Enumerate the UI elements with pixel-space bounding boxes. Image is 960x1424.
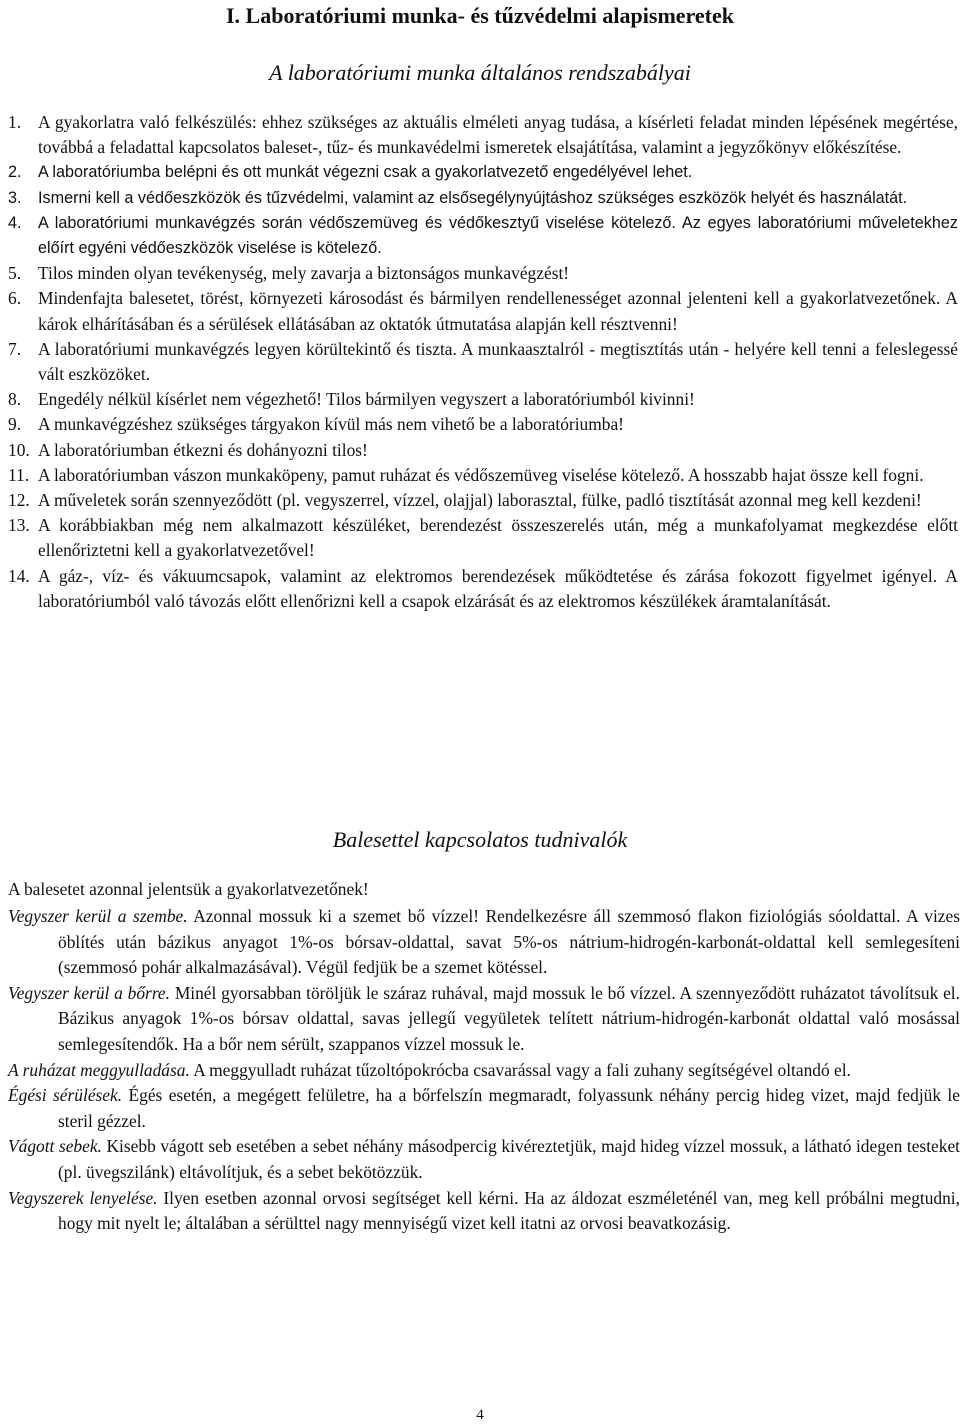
rule-item: [8, 286, 958, 336]
rule-item: [8, 160, 958, 185]
accident-section-title: Balesettel kapcsolatos tudnivalók: [332, 827, 628, 852]
rule-number: 13.: [8, 515, 30, 536]
rule-text: A laboratóriumban étkezni és dohányozni tilos!: [38, 439, 368, 460]
accident-item-lead: Vegyszer kerül a bőrre.: [8, 982, 171, 1003]
rule-item: [8, 488, 958, 513]
rules-list: [8, 110, 958, 614]
rule-text: Engedély nélkül kísérlet nem végezhető! Tilos bármilyen vegyszert a laboratóriumból kivinni!: [38, 389, 695, 410]
accident-item-text: Ilyen esetben azonnal orvosi segítséget kell kérni. Ha az áldozat eszméleténél van, meg kell próbálni megtudni, hogy mit nyelt le; általában a sérülttel nagy mennyiségű vizet kell itatni az orvosi beavatkozásig.: [58, 1187, 960, 1234]
accident-item: [8, 904, 960, 981]
rule-text: Mindenfajta balesetet, törést, környezeti károsodást és bármilyen rendellenességet azonnal jelenteni kell a gyakorlatvezetőnek. A károk elhárításában és a sérülések ellátásában az oktatók útmutatása alapján kell résztvenni!: [38, 288, 958, 334]
rule-text: Tilos minden olyan tevékenység, mely zavarja a biztonságos munkavégzést!: [38, 263, 570, 284]
accident-item-text: A meggyulladt ruházat tűzoltópokrócba csavarással vagy a fali zuhany segítségével oltandó el.: [193, 1059, 851, 1080]
rule-text: A műveletek során szennyeződött (pl. vegyszerrel, vízzel, olajjal) laborasztal, fülke, padló tisztítását azonnal meg kell kezdeni!: [38, 490, 922, 511]
accident-item-lead: A ruházat meggyulladása.: [8, 1059, 190, 1080]
rule-text: A gáz-, víz- és vákuumcsapok, valamint az elektromos berendezések működtetése és zárása fokozott figyelmet igényel. A laboratóriumból való távozás előtt ellenőrizni kell a csapok elzárását és az elektromos készülékek áramtalanítását.: [38, 565, 958, 611]
accident-item-text: Azonnal mossuk ki a szemet bő vízzel! Rendelkezésre áll szemmosó flakon fiziológiás sóoldattal. A vizes öblítés után bázikus anyagot 1%-os bórsav-oldattal, savat 5%-os nátrium-hidrogén-karbonát-oldattal kell semlegesíteni (szemmosó pohár alkalmazásával). Végül fedjük be a szemet kötéssel.: [58, 906, 960, 978]
rule-number: 11.: [8, 464, 30, 485]
rule-number: 8.: [8, 389, 22, 410]
rule-text: A laboratóriumi munkavégzés során védőszemüveg és védőkesztyű viselése kötelező. Az egyes laboratóriumi műveletekhez előírt egyéni védőeszközök viselése is kötelező.: [38, 213, 958, 258]
rule-number: 12.: [8, 490, 30, 511]
rule-text: A gyakorlatra való felkészülés: ehhez szükséges az aktuális elméleti anyag tudása, a kísérleti feladat minden lépésének megértése, továbbá a feladattal kapcsolatos baleset-, tűz- és munkavédelmi ismeretek elsajátítása, valamint a jegyzőkönyv előkészítése.: [38, 112, 958, 158]
rule-item: [8, 211, 958, 261]
rule-item: [8, 261, 958, 286]
rule-item: [8, 463, 958, 488]
accident-item-text: Minél gyorsabban töröljük le száraz ruhával, majd mossuk le bő vízzel. A szennyeződött ruházatot távolítsuk el. Bázikus anyagok 1%-os bórsav oldattal, savas jellegű vegyületek telített nátrium-hidrogén-karbonát oldattal való mosással semlegesítendők. Ha a bőr nem sérült, szappanos vízzel mossuk le.: [58, 982, 960, 1054]
rule-text: A laboratóriumban vászon munkaköpeny, pamut ruházat és védőszemüveg viselése kötelező. A hosszabb hajat össze kell fogni.: [38, 464, 924, 485]
accident-item: [8, 1134, 960, 1185]
accident-item-text: Égés esetén, a megégett felületre, ha a bőrfelszín megmaradt, folyassunk néhány percig hideg vizet, majd fedjük le steril gézzel.: [58, 1085, 960, 1131]
accident-item-text: Kisebb vágott seb esetében a sebet néhány másodpercig kivéreztetjük, majd hideg vízzel mossuk, a látható idegen testeket (pl. üvegszilánk) eltávolítjuk, és a sebet bekötözzük.: [58, 1136, 960, 1182]
rule-number: 6.: [8, 288, 22, 309]
rule-number: 5.: [8, 263, 22, 284]
rule-item: [8, 412, 958, 437]
rule-item: [8, 564, 958, 614]
accident-item: [8, 1083, 960, 1134]
accident-item-lead: Vegyszerek lenyelése.: [8, 1187, 158, 1208]
page-number: 4: [476, 1407, 484, 1423]
rule-number: 2.: [8, 163, 22, 182]
page-title: I. Laboratóriumi munka- és tűzvédelmi alapismeretek: [225, 3, 734, 28]
accident-item: [8, 1186, 960, 1237]
rule-number: 1.: [8, 112, 22, 132]
accident-item-lead: Vegyszer kerül a szembe.: [8, 906, 188, 926]
rule-item: [8, 110, 958, 160]
rule-item: [8, 186, 958, 211]
rule-number: 4.: [8, 213, 22, 232]
rule-number: 14.: [8, 565, 30, 586]
rule-text: Ismerni kell a védőeszközök és tűzvédelmi, valamint az elsősegélynyújtáshoz szükséges eszközök helyét és használatát.: [38, 188, 908, 207]
accident-item: [8, 981, 960, 1058]
rule-text: A laboratóriumba belépni és ott munkát végezni csak a gyakorlatvezető engedélyével lehet.: [38, 163, 693, 182]
accident-item-lead: Vágott sebek.: [8, 1136, 102, 1157]
accident-items: [8, 904, 960, 1237]
rule-item: [8, 387, 958, 412]
section-subtitle: A laboratóriumi munka általános rendszabályai: [269, 60, 691, 85]
accident-item-lead: Égési sérülések.: [8, 1085, 123, 1106]
rule-text: A korábbiakban még nem alkalmazott készüléket, berendezést összeszerelés után, még a munkafolyamat megkezdése előtt ellenőriztetni kell a gyakorlatvezetővel!: [38, 515, 958, 561]
rule-item: [8, 438, 958, 463]
rule-number: 7.: [8, 338, 22, 359]
rule-number: 10.: [8, 439, 30, 460]
rule-item: [8, 513, 958, 563]
rule-number: 3.: [8, 188, 22, 207]
accident-item: [8, 1058, 960, 1084]
rule-number: 9.: [8, 414, 22, 435]
rule-text: A laboratóriumi munkavégzés legyen körültekintő és tiszta. A munkaasztalról - megtisztítás után - helyére kell tenni a feleslegessé vált eszközöket.: [38, 338, 958, 385]
rule-text: A munkavégzéshez szükséges tárgyakon kívül más nem vihető be a laboratóriumba!: [38, 414, 624, 435]
rule-item: [8, 337, 958, 387]
accident-intro: A balesetet azonnal jelentsük a gyakorlatvezetőnek!: [8, 879, 369, 899]
